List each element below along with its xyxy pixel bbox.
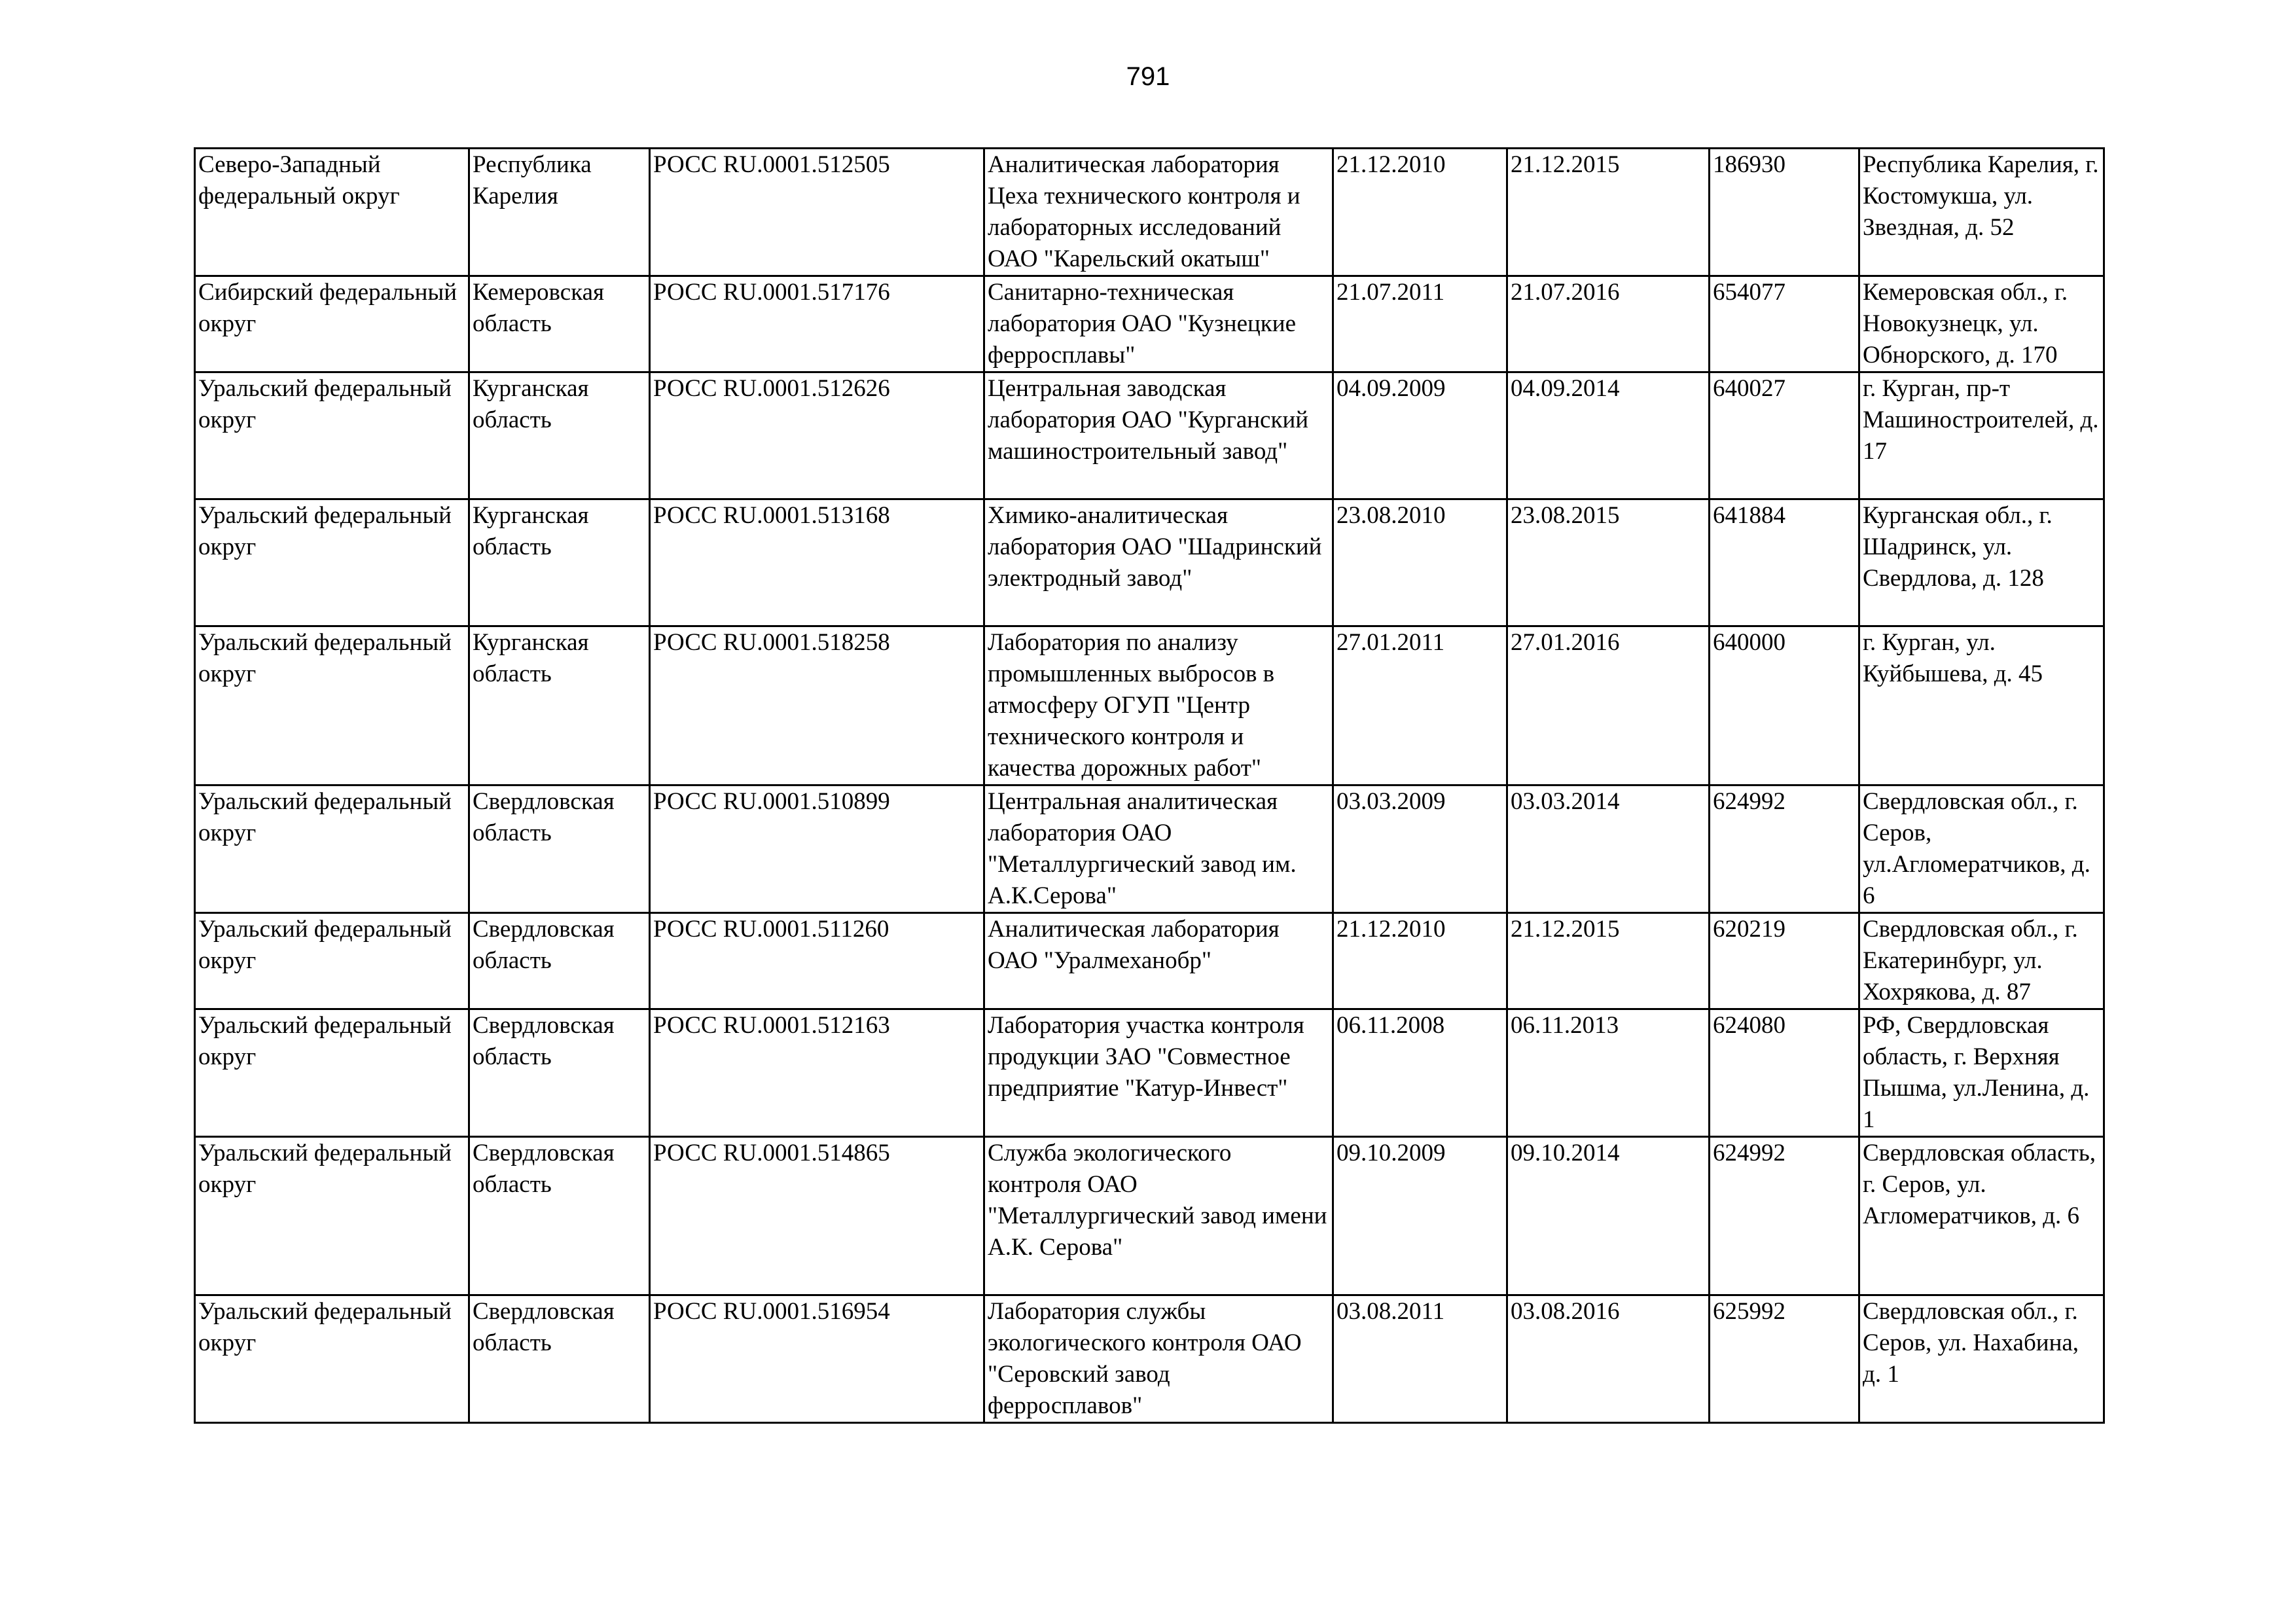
table-row <box>195 626 2104 785</box>
cell-laboratory: Химико-аналитическая лаборатория ОАО "Шадринский электродный завод" <box>984 499 1333 626</box>
cell-postcode: 186930 <box>1710 149 1859 276</box>
cell-date-to: 03.08.2016 <box>1507 1295 1710 1423</box>
cell-district: Уральский федеральный округ <box>195 913 469 1009</box>
cell-district: Уральский федеральный округ <box>195 1137 469 1295</box>
cell-address: Свердловская обл., г. Екатеринбург, ул. Хохрякова, д. 87 <box>1859 913 2104 1009</box>
cell-accreditation-number: РОСС RU.0001.510899 <box>650 785 984 913</box>
laboratory-register-table <box>194 147 2105 1424</box>
cell-address: г. Курган, ул. Куйбышева, д. 45 <box>1859 626 2104 785</box>
cell-region: Курганская область <box>469 499 650 626</box>
cell-laboratory: Аналитическая лаборатория Цеха технического контроля и лабораторных исследований ОАО "Карельский окатыш" <box>984 149 1333 276</box>
cell-laboratory: Санитарно-техническая лаборатория ОАО "Кузнецкие ферросплавы" <box>984 276 1333 372</box>
cell-address: Кемеровская обл., г. Новокузнецк, ул. Обнорского, д. 170 <box>1859 276 2104 372</box>
cell-laboratory: Лаборатория по анализу промышленных выбросов в атмосферу ОГУП "Центр технического контроля и качества дорожных работ" <box>984 626 1333 785</box>
cell-postcode: 624992 <box>1710 785 1859 913</box>
cell-postcode: 641884 <box>1710 499 1859 626</box>
cell-accreditation-number: РОСС RU.0001.513168 <box>650 499 984 626</box>
cell-date-to: 03.03.2014 <box>1507 785 1710 913</box>
table-row <box>195 1009 2104 1137</box>
cell-postcode: 625992 <box>1710 1295 1859 1423</box>
cell-laboratory: Центральная аналитическая лаборатория ОАО "Металлургический завод им. А.К.Серова" <box>984 785 1333 913</box>
cell-laboratory: Аналитическая лаборатория ОАО "Уралмеханобр" <box>984 913 1333 1009</box>
cell-address: Свердловская область, г. Серов, ул. Агломератчиков, д. 6 <box>1859 1137 2104 1295</box>
cell-region: Свердловская область <box>469 1009 650 1137</box>
cell-date-from: 06.11.2008 <box>1333 1009 1507 1137</box>
cell-region: Курганская область <box>469 626 650 785</box>
cell-region: Свердловская область <box>469 1295 650 1423</box>
cell-accreditation-number: РОСС RU.0001.514865 <box>650 1137 984 1295</box>
cell-address: Свердловская обл., г. Серов, ул.Агломератчиков, д. 6 <box>1859 785 2104 913</box>
table-row <box>195 372 2104 499</box>
cell-date-to: 27.01.2016 <box>1507 626 1710 785</box>
cell-date-from: 09.10.2009 <box>1333 1137 1507 1295</box>
cell-date-to: 06.11.2013 <box>1507 1009 1710 1137</box>
table-row <box>195 1137 2104 1295</box>
cell-region: Курганская область <box>469 372 650 499</box>
cell-district: Уральский федеральный округ <box>195 499 469 626</box>
cell-date-from: 27.01.2011 <box>1333 626 1507 785</box>
cell-postcode: 624992 <box>1710 1137 1859 1295</box>
cell-region: Кемеровская область <box>469 276 650 372</box>
cell-address: Свердловская обл., г. Серов, ул. Нахабина, д. 1 <box>1859 1295 2104 1423</box>
cell-date-from: 03.03.2009 <box>1333 785 1507 913</box>
cell-district: Северо-Западный федеральный округ <box>195 149 469 276</box>
cell-date-from: 03.08.2011 <box>1333 1295 1507 1423</box>
cell-region: Свердловская область <box>469 913 650 1009</box>
cell-postcode: 620219 <box>1710 913 1859 1009</box>
cell-address: Республика Карелия, г. Костомукша, ул. Звездная, д. 52 <box>1859 149 2104 276</box>
cell-address: г. Курган, пр-т Машиностроителей, д. 17 <box>1859 372 2104 499</box>
table-row <box>195 785 2104 913</box>
table-row <box>195 276 2104 372</box>
cell-date-to: 04.09.2014 <box>1507 372 1710 499</box>
cell-laboratory: Служба экологического контроля ОАО "Металлургический завод имени А.К. Серова" <box>984 1137 1333 1295</box>
cell-region: Свердловская область <box>469 1137 650 1295</box>
cell-date-to: 23.08.2015 <box>1507 499 1710 626</box>
cell-date-from: 23.08.2010 <box>1333 499 1507 626</box>
cell-accreditation-number: РОСС RU.0001.517176 <box>650 276 984 372</box>
cell-district: Уральский федеральный округ <box>195 1009 469 1137</box>
cell-accreditation-number: РОСС RU.0001.516954 <box>650 1295 984 1423</box>
cell-district: Сибирский федеральный округ <box>195 276 469 372</box>
cell-district: Уральский федеральный округ <box>195 1295 469 1423</box>
cell-date-from: 21.12.2010 <box>1333 913 1507 1009</box>
cell-date-from: 04.09.2009 <box>1333 372 1507 499</box>
page-number: 791 <box>1126 62 1170 91</box>
cell-date-from: 21.12.2010 <box>1333 149 1507 276</box>
cell-address: РФ, Свердловская область, г. Верхняя Пышма, ул.Ленина, д. 1 <box>1859 1009 2104 1137</box>
cell-address: Курганская обл., г. Шадринск, ул. Свердлова, д. 128 <box>1859 499 2104 626</box>
cell-region: Свердловская область <box>469 785 650 913</box>
table-row <box>195 149 2104 276</box>
cell-postcode: 640000 <box>1710 626 1859 785</box>
cell-postcode: 624080 <box>1710 1009 1859 1137</box>
cell-laboratory: Центральная заводская лаборатория ОАО "Курганский машиностроительный завод" <box>984 372 1333 499</box>
cell-accreditation-number: РОСС RU.0001.512505 <box>650 149 984 276</box>
cell-accreditation-number: РОСС RU.0001.512626 <box>650 372 984 499</box>
cell-accreditation-number: РОСС RU.0001.512163 <box>650 1009 984 1137</box>
cell-accreditation-number: РОСС RU.0001.511260 <box>650 913 984 1009</box>
cell-laboratory: Лаборатория участка контроля продукции ЗАО "Совместное предприятие "Катур-Инвест" <box>984 1009 1333 1137</box>
table-row <box>195 499 2104 626</box>
table-row <box>195 1295 2104 1423</box>
cell-region: Республика Карелия <box>469 149 650 276</box>
cell-district: Уральский федеральный округ <box>195 626 469 785</box>
cell-date-to: 09.10.2014 <box>1507 1137 1710 1295</box>
table-body <box>195 149 2104 1423</box>
cell-accreditation-number: РОСС RU.0001.518258 <box>650 626 984 785</box>
cell-postcode: 640027 <box>1710 372 1859 499</box>
cell-date-to: 21.12.2015 <box>1507 149 1710 276</box>
cell-date-to: 21.07.2016 <box>1507 276 1710 372</box>
cell-district: Уральский федеральный округ <box>195 785 469 913</box>
cell-district: Уральский федеральный округ <box>195 372 469 499</box>
cell-postcode: 654077 <box>1710 276 1859 372</box>
cell-laboratory: Лаборатория службы экологического контроля ОАО "Серовский завод ферросплавов" <box>984 1295 1333 1423</box>
cell-date-from: 21.07.2011 <box>1333 276 1507 372</box>
table-row <box>195 913 2104 1009</box>
cell-date-to: 21.12.2015 <box>1507 913 1710 1009</box>
